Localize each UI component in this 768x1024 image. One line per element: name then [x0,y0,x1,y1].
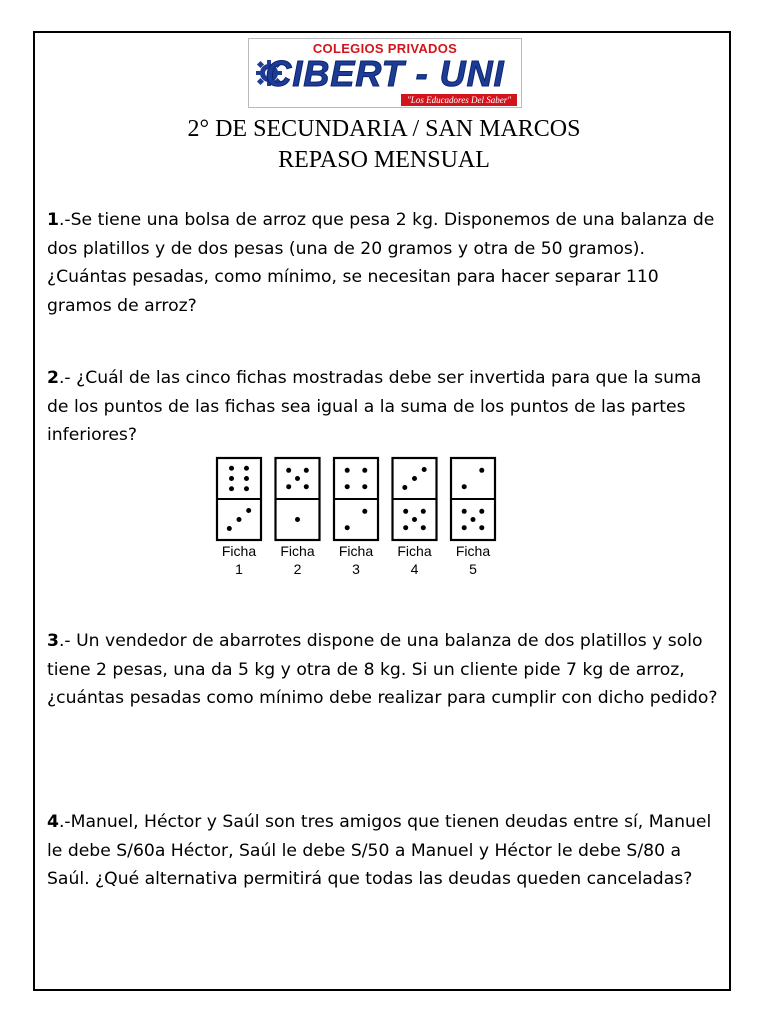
domino-number: 4 [410,561,419,577]
domino-pip-top [412,476,417,481]
logo-tagline: "Los Educadores Del Saber" [401,94,517,106]
domino-pip-top [422,467,427,472]
domino-pip-top [229,466,234,471]
domino-pip-bottom [403,509,408,514]
domino-number: 2 [293,561,302,577]
domino-tile [334,458,378,577]
domino-label: Ficha [221,543,257,559]
domino-pip-top [244,486,249,491]
question-text: .- Un vendedor de abarrotes dispone de una balanza de dos platillos y solo tiene 2 pesas, una da 5 kg y otra de 8 kg. Si un cliente pide 7 kg de arroz, ¿cuántas pesadas como mínimo debe realizar para cumplir con dicho pedido? [47,631,718,708]
question-number: 3 [47,631,59,651]
domino-pip-bottom [479,509,484,514]
school-logo [248,38,522,108]
domino-pip-top [295,476,300,481]
domino-number: 5 [469,561,477,577]
domino-pip-bottom [421,525,426,530]
question-number: 4 [47,812,59,832]
question-text: .-Se tiene una bolsa de arroz que pesa 2 kg. Disponemos de una balanza de dos platillos y de dos pesas (una de 20 gramos y otra de 50 gramos). ¿Cuántas pesadas, como mínimo, se necesitan para hacer separar 110 gramos de arroz? [47,210,715,316]
domino-pip-top [244,466,249,471]
domino-pip-top [462,484,467,489]
domino-pip-bottom [462,525,467,530]
logo-top-text: COLEGIOS PRIVADOS [312,41,458,56]
domino-pip-bottom [227,526,232,531]
logo-main-text: CIBERT - UNI [265,53,505,94]
question-text: .-Manuel, Héctor y Saúl son tres amigos que tienen deudas entre sí, Manuel le debe S/60a Héctor, Saúl le debe S/50 a Manuel y Héctor le debe S/80 a Saúl. ¿Qué alternativa permitirá que todas las deudas queden canceladas? [47,812,712,889]
domino-pip-top [402,485,407,490]
domino-pip-top [345,468,350,473]
page-title: 2° DE SECUNDARIA / SAN MARCOS [187,116,581,142]
question-4 [47,808,727,894]
domino-tile [451,458,495,577]
domino-number: 1 [235,561,243,577]
page-subtitle: REPASO MENSUAL [278,147,490,173]
domino-pip-bottom [295,517,300,522]
question-text: .- ¿Cuál de las cinco fichas mostradas debe ser invertida para que la suma de los puntos de las fichas sea igual a la suma de los puntos de las partes inferiores? [47,368,702,445]
domino-pip-top [479,468,484,473]
domino-pip-top [229,476,234,481]
question-1 [47,206,727,320]
question-number: 2 [47,368,59,388]
domino-pip-bottom [403,525,408,530]
domino-pip-bottom [462,509,467,514]
domino-label: Ficha [397,543,432,559]
domino-label: Ficha [455,543,491,559]
domino-pip-top [286,484,291,489]
domino-pip-top [362,484,367,489]
domino-tile [276,458,320,577]
domino-number: 3 [352,561,360,577]
domino-pip-bottom [412,517,417,522]
domino-label: Ficha [338,543,374,559]
domino-pip-bottom [345,525,350,530]
domino-pip-bottom [421,509,426,514]
question-3 [47,627,727,713]
domino-pip-bottom [362,509,367,514]
question-number: 1 [47,210,59,230]
domino-figure [214,455,502,585]
domino-pip-top [304,484,309,489]
domino-pip-bottom [479,525,484,530]
domino-pip-top [286,468,291,473]
domino-tile [393,458,437,577]
domino-pip-bottom [237,517,242,522]
domino-pip-bottom [471,517,476,522]
question-2 [47,364,727,450]
domino-pip-top [304,468,309,473]
domino-pip-top [229,486,234,491]
domino-pip-bottom [246,508,251,513]
domino-pip-top [345,484,350,489]
domino-pip-top [362,468,367,473]
domino-tile [217,458,261,577]
domino-pip-top [244,476,249,481]
domino-label: Ficha [280,543,315,559]
